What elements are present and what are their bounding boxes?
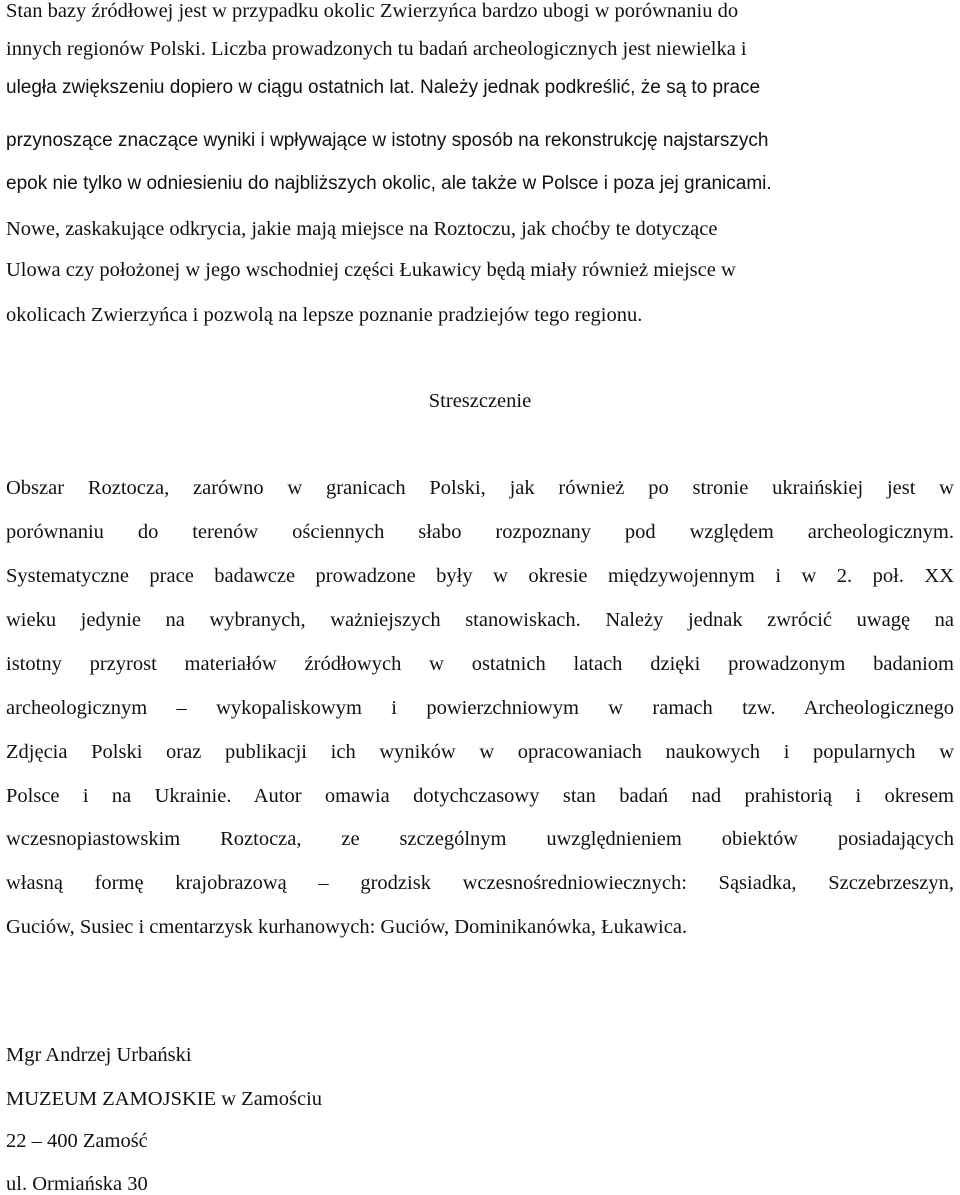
intro-line-2: innych regionów Polski. Liczba prowadzonych tu badań archeologicznych jest niewielka i <box>6 38 747 60</box>
summary-line-7: Zdjęcia Polski oraz publikacji ich wyników w opracowaniach naukowych i popularnych w <box>6 741 954 763</box>
author-street: ul. Ormiańska 30 <box>6 1173 148 1195</box>
summary-line-2: porównaniu do terenów ościennych słabo rozpoznany pod względem archeologicznym. <box>6 521 954 543</box>
intro-line-8: okolicach Zwierzyńca i pozwolą na lepsze poznanie pradziejów tego regionu. <box>6 304 643 326</box>
summary-line-5: istotny przyrost materiałów źródłowych w ostatnich latach dzięki prowadzonym badaniom <box>6 653 954 675</box>
intro-line-4: przynoszące znaczące wyniki i wpływające w istotny sposób na rekonstrukcję najstarszych <box>6 130 769 151</box>
summary-line-6: archeologicznym – wykopaliskowym i powierzchniowym w ramach tzw. Archeologicznego <box>6 697 954 719</box>
intro-line-1: Stan bazy źródłowej jest w przypadku okolic Zwierzyńca bardzo ubogi w porównaniu do <box>6 0 739 22</box>
author-postal-code: 22 – 400 Zamość <box>6 1130 148 1152</box>
intro-line-7: Ulowa czy położonej w jego wschodniej części Łukawicy będą miały również miejsce w <box>6 259 736 281</box>
summary-line-11: Guciów, Susiec i cmentarzysk kurhanowych: Guciów, Dominikanówka, Łukawica. <box>6 916 688 938</box>
summary-line-8: Polsce i na Ukrainie. Autor omawia dotychczasowy stan badań nad prahistorią i okresem <box>6 785 954 807</box>
summary-line-9: wczesnopiastowskim Roztocza, ze szczególnym uwzględnieniem obiektów posiadających <box>6 828 954 850</box>
author-name: Mgr Andrzej Urbański <box>6 1044 192 1066</box>
author-institution: MUZEUM ZAMOJSKIE w Zamościu <box>6 1088 323 1110</box>
summary-line-10: własną formę krajobrazową – grodzisk wczesnośredniowiecznych: Sąsiadka, Szczebrzeszyn, <box>6 872 954 894</box>
summary-line-1: Obszar Roztocza, zarówno w granicach Polski, jak również po stronie ukraińskiej jest w <box>6 477 954 499</box>
summary-heading: Streszczenie <box>428 390 532 412</box>
summary-line-3: Systematyczne prace badawcze prowadzone były w okresie międzywojennym i w 2. poł. XX <box>6 565 954 587</box>
intro-line-6: Nowe, zaskakujące odkrycia, jakie mają miejsce na Roztoczu, jak choćby te dotyczące <box>6 218 718 240</box>
summary-line-4: wieku jedynie na wybranych, ważniejszych stanowiskach. Należy jednak zwrócić uwagę na <box>6 609 954 631</box>
intro-line-5: epok nie tylko w odniesieniu do najbliższych okolic, ale także w Polsce i poza jej granicami. <box>6 173 772 194</box>
intro-line-3: uległa zwiększeniu dopiero w ciągu ostatnich lat. Należy jednak podkreślić, że są to prace <box>6 77 761 98</box>
